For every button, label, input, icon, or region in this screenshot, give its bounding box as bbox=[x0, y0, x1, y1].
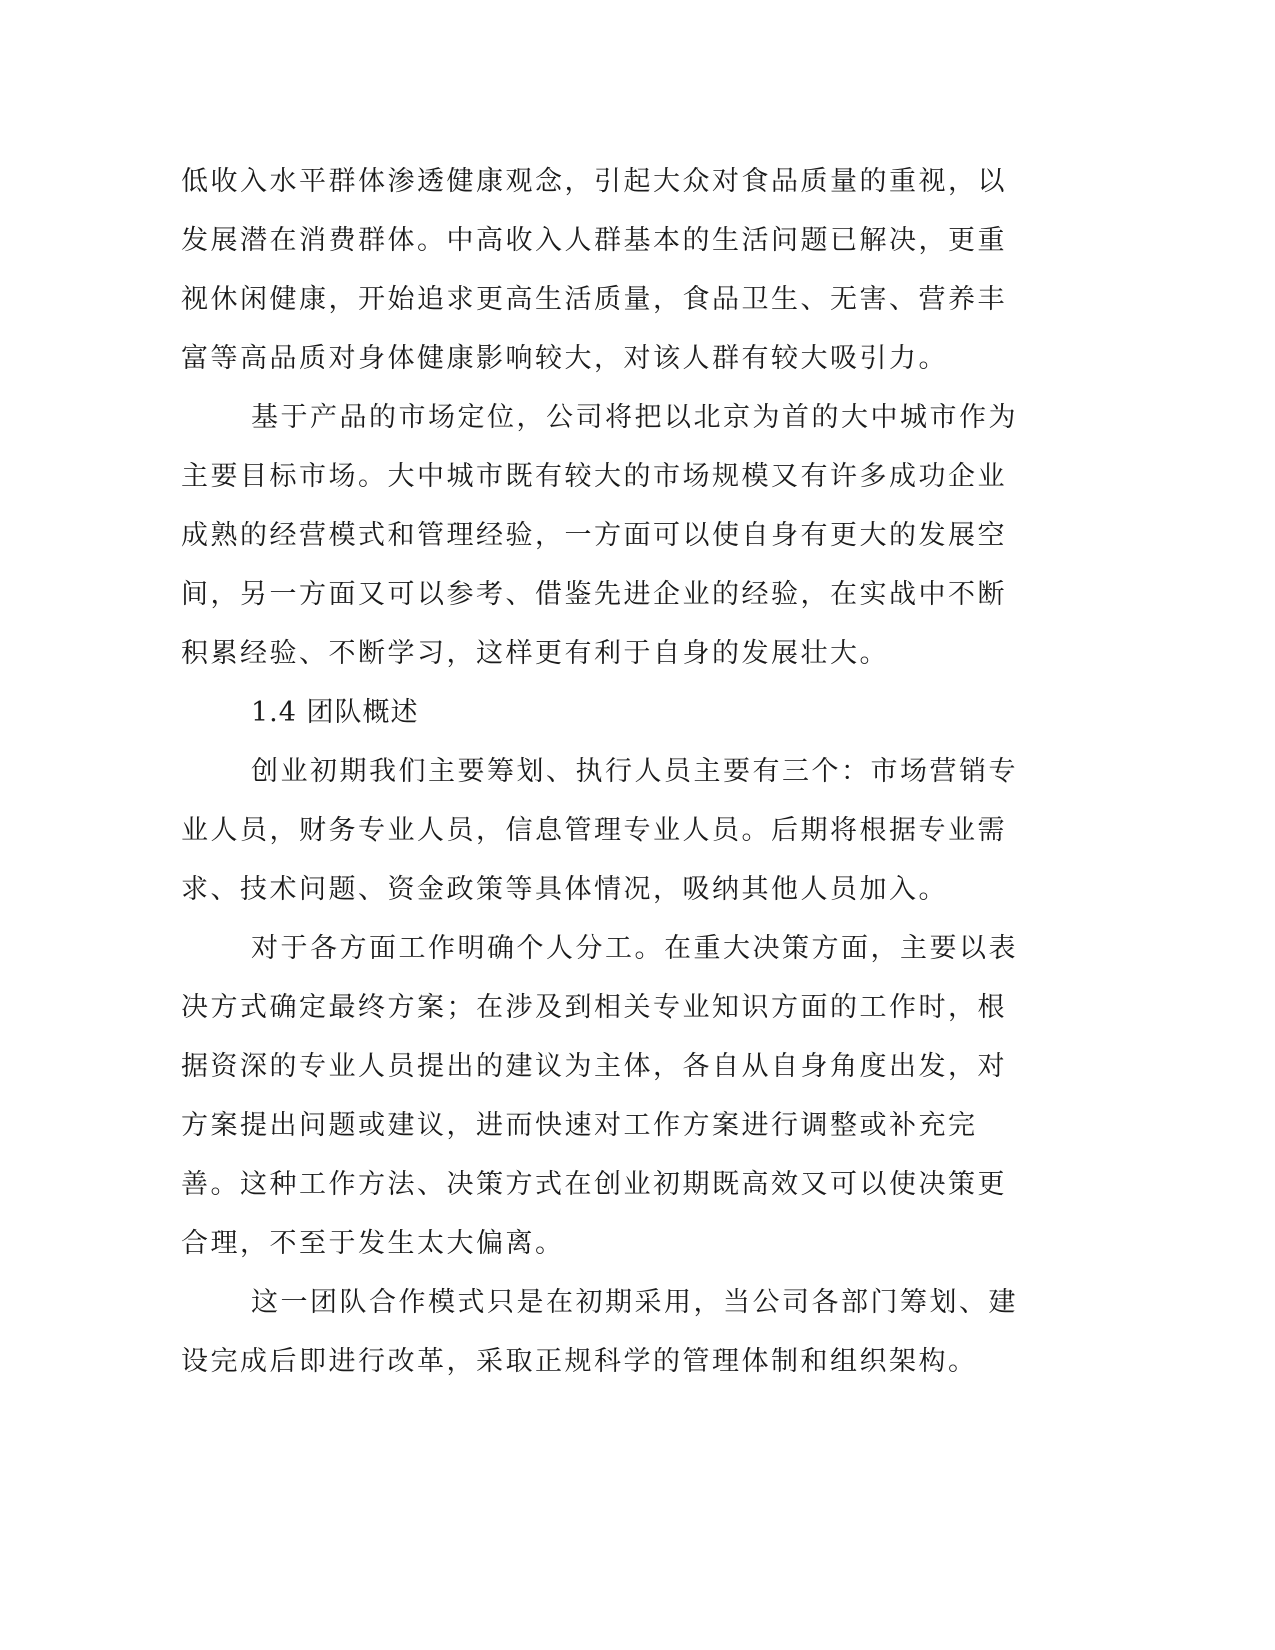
paragraph-team-members: 创业初期我们主要筹划、执行人员主要有三个：市场营销专业人员，财务专业人员，信息管理专业人员。后期将根据专业需求、技术问题、资金政策等具体情况，吸纳其他人员加入。 bbox=[181, 756, 1018, 905]
paragraph-division-of-work: 对于各方面工作明确个人分工。在重大决策方面，主要以表决方式确定最终方案；在涉及到相关专业知识方面的工作时，根据资深的专业人员提出的建议为主体，各自从自身角度出发，对方案提出问题或建议，进而快速对工作方案进行调整或补充完善。这种工作方法、决策方式在创业初期既高效又可以使决策更合理，不至于发生太大偏离。 bbox=[181, 933, 1018, 1259]
document-body bbox=[181, 152, 1026, 1391]
section-heading-team-overview: 1.4 团队概述 bbox=[251, 697, 419, 728]
paragraph-cooperation-model: 这一团队合作模式只是在初期采用，当公司各部门筹划、建设完成后即进行改革，采取正规科学的管理体制和组织架构。 bbox=[181, 1287, 1018, 1377]
paragraph-target-market: 基于产品的市场定位，公司将把以北京为首的大中城市作为主要目标市场。大中城市既有较大的市场规模又有许多成功企业成熟的经营模式和管理经验，一方面可以使自身有更大的发展空间，另一方面又可以参考、借鉴先进企业的经验，在实战中不断积累经验、不断学习，这样更有利于自身的发展壮大。 bbox=[181, 402, 1018, 669]
paragraph-target-groups: 低收入水平群体渗透健康观念，引起大众对食品质量的重视，以发展潜在消费群体。中高收入人群基本的生活问题已解决，更重视休闲健康，开始追求更高生活质量，食品卫生、无害、营养丰富等高品质对身体健康影响较大，对该人群有较大吸引力。 bbox=[181, 166, 1007, 374]
